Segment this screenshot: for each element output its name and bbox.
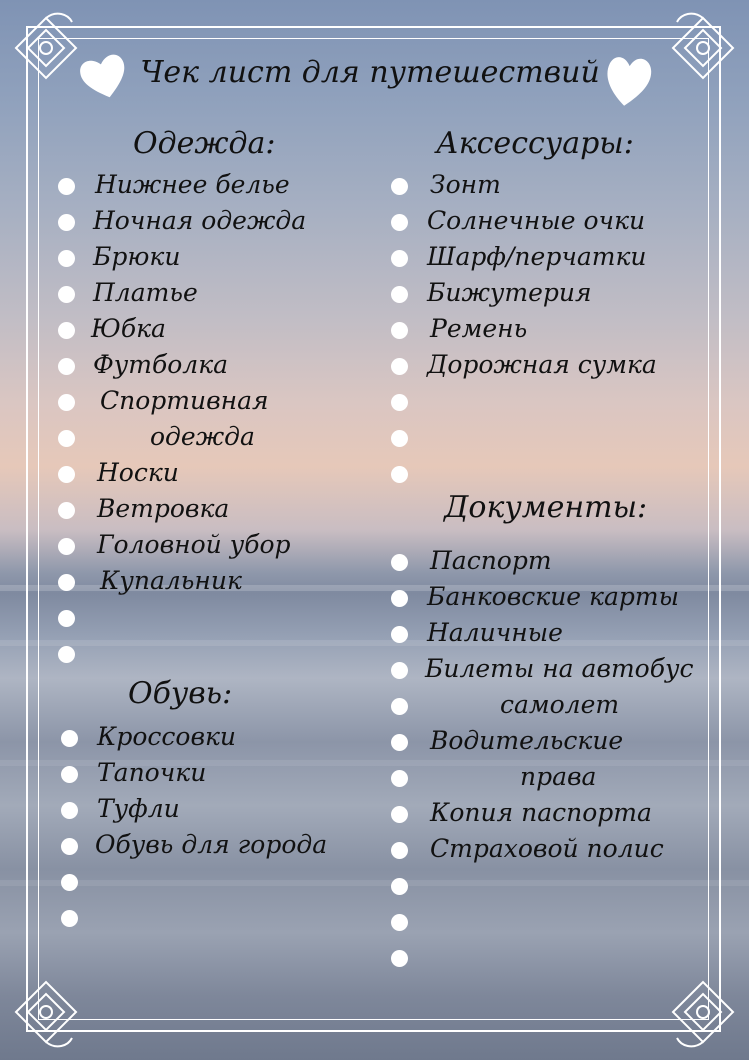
checklist-item-label: Солнечные очки	[427, 206, 646, 235]
bullet-dot-icon[interactable]	[58, 286, 75, 303]
bullet-dot-icon[interactable]	[58, 538, 75, 555]
bullet-dot-icon[interactable]	[391, 430, 408, 447]
bullet-dot-icon[interactable]	[391, 250, 408, 267]
bullet-dot-icon[interactable]	[61, 766, 78, 783]
bullet-dot-icon[interactable]	[391, 950, 408, 967]
bullet-dot-icon[interactable]	[58, 250, 75, 267]
bullet-dot-icon[interactable]	[58, 430, 75, 447]
bullet-dot-icon[interactable]	[61, 838, 78, 855]
shoes-heading: Обувь:	[128, 676, 233, 711]
bullet-dot-icon[interactable]	[391, 590, 408, 607]
bullet-dot-icon[interactable]	[58, 574, 75, 591]
checklist-item-label: Шарф/перчатки	[427, 242, 647, 271]
bullet-dot-icon[interactable]	[58, 610, 75, 627]
bullet-dot-icon[interactable]	[391, 806, 408, 823]
checklist-item-label: Банковские карты	[427, 582, 679, 611]
bullet-dot-icon[interactable]	[58, 394, 75, 411]
bullet-dot-icon[interactable]	[391, 466, 408, 483]
checklist-item-label: Тапочки	[97, 758, 207, 787]
checklist-item-label: Брюки	[93, 242, 181, 271]
bullet-dot-icon[interactable]	[58, 502, 75, 519]
bullet-dot-icon[interactable]	[391, 286, 408, 303]
checklist-item-label: одежда	[150, 422, 255, 451]
documents-heading: Документы:	[444, 490, 648, 525]
checklist-item-label: права	[520, 762, 597, 791]
checklist-item-label: Юбка	[91, 314, 166, 343]
checklist-item-label: Билеты на автобус	[425, 654, 694, 683]
checklist-item-label: Водительские	[430, 726, 624, 755]
bullet-dot-icon[interactable]	[61, 910, 78, 927]
accessories-heading: Аксессуары:	[436, 126, 634, 161]
checklist-item-label: Дорожная сумка	[427, 350, 657, 379]
checklist-item-label: Носки	[97, 458, 179, 487]
bullet-dot-icon[interactable]	[58, 466, 75, 483]
checklist-item-label: Нижнее белье	[95, 170, 290, 199]
bullet-dot-icon[interactable]	[391, 178, 408, 195]
checklist-item-label: Ремень	[430, 314, 528, 343]
page-title: Чек лист для путешествий	[140, 55, 600, 90]
bullet-dot-icon[interactable]	[391, 358, 408, 375]
checklist-item-label: самолет	[500, 690, 620, 719]
bullet-dot-icon[interactable]	[61, 730, 78, 747]
clothes-heading: Одежда:	[133, 126, 276, 161]
bullet-dot-icon[interactable]	[391, 554, 408, 571]
checklist-item-label: Купальник	[100, 566, 242, 595]
checklist-item-label: Футболка	[93, 350, 229, 379]
bullet-dot-icon[interactable]	[391, 322, 408, 339]
checklist-item-label: Спортивная	[100, 386, 269, 415]
bullet-dot-icon[interactable]	[391, 698, 408, 715]
checklist-item-label: Ночная одежда	[93, 206, 307, 235]
checklist-item-label: Паспорт	[430, 546, 552, 575]
heart-icon	[78, 52, 130, 100]
checklist-item-label: Бижутерия	[427, 278, 592, 307]
bullet-dot-icon[interactable]	[58, 646, 75, 663]
checklist-item-label: Копия паспорта	[430, 798, 652, 827]
checklist-item-label: Ветровка	[97, 494, 230, 523]
bullet-dot-icon[interactable]	[61, 874, 78, 891]
checklist-item-label: Кроссовки	[97, 722, 237, 751]
bullet-dot-icon[interactable]	[391, 914, 408, 931]
checklist-item-label: Туфли	[97, 794, 180, 823]
corner-ornament-icon	[663, 972, 743, 1052]
checklist-item-label: Наличные	[427, 618, 563, 647]
checklist-item-label: Обувь для города	[95, 830, 328, 859]
corner-ornament-icon	[663, 8, 743, 88]
corner-ornament-icon	[6, 972, 86, 1052]
bullet-dot-icon[interactable]	[391, 662, 408, 679]
bullet-dot-icon[interactable]	[391, 394, 408, 411]
checklist-item-label: Зонт	[430, 170, 501, 199]
corner-ornament-icon	[6, 8, 86, 88]
bullet-dot-icon[interactable]	[391, 626, 408, 643]
bullet-dot-icon[interactable]	[58, 214, 75, 231]
checklist-item-label: Страховой полис	[430, 834, 664, 863]
bullet-dot-icon[interactable]	[391, 770, 408, 787]
bullet-dot-icon[interactable]	[58, 322, 75, 339]
bullet-dot-icon[interactable]	[391, 214, 408, 231]
bullet-dot-icon[interactable]	[61, 802, 78, 819]
checklist-item-label: Головной убор	[97, 530, 291, 559]
bullet-dot-icon[interactable]	[58, 358, 75, 375]
bullet-dot-icon[interactable]	[391, 734, 408, 751]
checklist-item-label: Платье	[93, 278, 198, 307]
bullet-dot-icon[interactable]	[391, 878, 408, 895]
bullet-dot-icon[interactable]	[391, 842, 408, 859]
bullet-dot-icon[interactable]	[58, 178, 75, 195]
